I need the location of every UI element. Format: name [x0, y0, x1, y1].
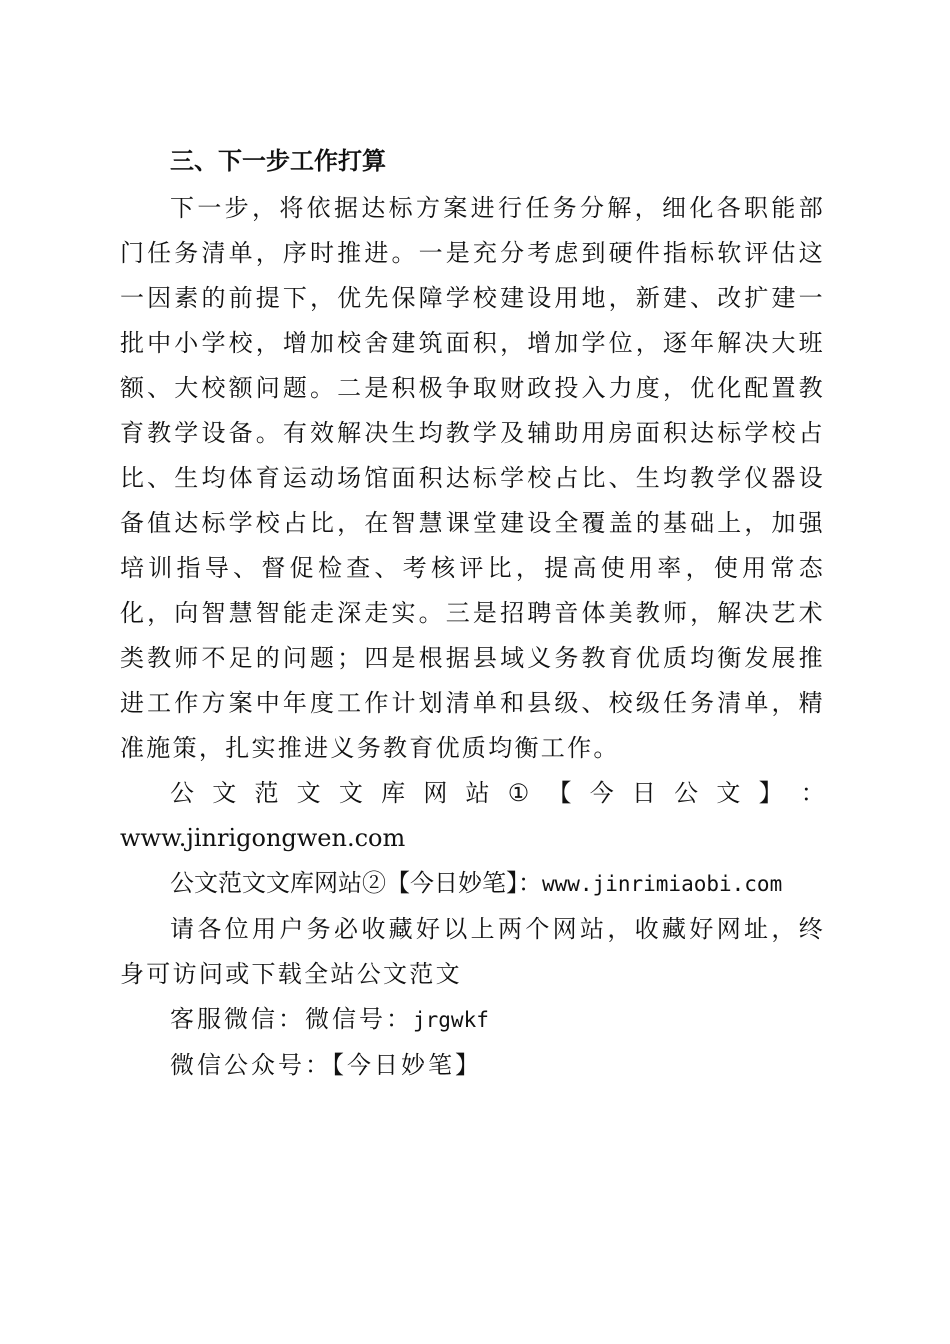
site1-label-char: ①: [507, 779, 530, 807]
site1-label-char: 公: [170, 779, 194, 807]
site2-label: 公文范文文库网站②【今日妙笔】：: [170, 869, 542, 897]
notice-paragraph: 请各位用户务必收藏好以上两个网站，收藏好网址，终身可访问或下载全站公文范文: [120, 915, 825, 988]
section-heading: 三、下一步工作打算: [170, 147, 386, 175]
site1-label-char: 库: [381, 779, 406, 807]
site1-label-char: 文: [212, 779, 237, 807]
site1-label-char: 【: [547, 779, 572, 807]
site1-label-char: 公: [674, 779, 699, 807]
site1-label-char: 文: [296, 779, 321, 807]
site1-label-char: 文: [716, 779, 741, 807]
site1-label-char: 站: [465, 779, 490, 807]
site2-url[interactable]: www.jinrimiaobi.com: [542, 872, 783, 896]
body-paragraph: 下一步，将依据达标方案进行任务分解，细化各职能部门任务清单，序时推进。一是充分考虑到硬件指标软评估这一因素的前提下，优先保障学校建设用地，新建、改扩建一批中小学校，增加校舍建筑面积，增加学位，逐年解决大班额、大校额问题。二是积极争取财政投入力度，优化配置教育教学设备。有效解决生均教学及辅助用房面积达标学校占比、生均体育运动场馆面积达标学校占比、生均教学仪器设备值达标学校占比，在智慧课堂建设全覆盖的基础上，加强培训指导、督促检查、考核评比，提高使用率，使用常态化，向智慧智能走深走实。三是招聘音体美教师，解决艺术类教师不足的问题；四是根据县域义务教育优质均衡发展推进工作方案中年度工作计划清单和县级、校级任务清单，精准施策，扎实推进义务教育优质均衡工作。: [120, 194, 825, 762]
customer-service-id: jrgwkf: [413, 1008, 489, 1032]
site2-line: [120, 861, 825, 907]
site1-url[interactable]: www.jinrigongwen.com: [120, 824, 406, 852]
site1-label-char: ：: [800, 779, 825, 807]
site1-label-char: 今: [589, 779, 614, 807]
document-content: [120, 136, 825, 1088]
customer-service-label: 客服微信：微信号：: [170, 1005, 413, 1033]
site1-label-char: 】: [758, 779, 783, 807]
site1-label-char: 日: [631, 779, 656, 807]
site1-label-char: 网: [423, 779, 448, 807]
site1-label-char: 文: [338, 779, 363, 807]
site1-label-char: 范: [254, 779, 279, 807]
customer-service-line: [120, 997, 825, 1043]
site1-label: [120, 771, 825, 816]
official-account-line: 微信公众号：【今日妙笔】: [170, 1051, 482, 1079]
site1-block: [120, 771, 825, 861]
